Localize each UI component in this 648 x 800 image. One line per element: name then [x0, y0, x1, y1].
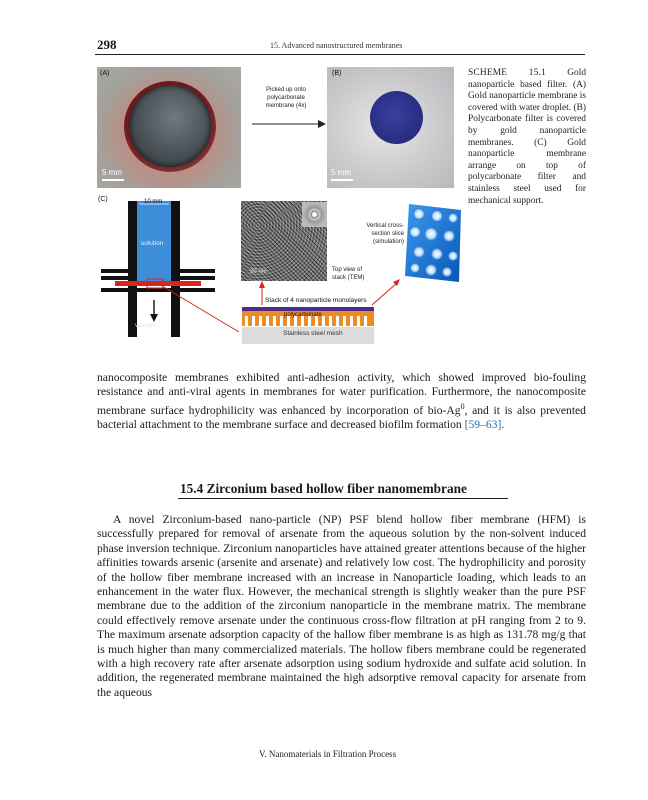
gold-coated-filter-disc: [370, 91, 423, 144]
paragraph-1: [97, 371, 586, 432]
arrow-caption: [254, 86, 318, 110]
para1-end: .: [501, 418, 505, 432]
para1-text-a: nanocomposite membranes exhibited anti-adhesion activity, which showed improved bio-fouling resistance and anti-viral agents in membranes for water purification. Furthermore, the nanocomposite membrane surface hydrophilicity was enhanced by incorporation of bio-Ag: [97, 371, 586, 417]
water-droplet-disc: [129, 85, 211, 167]
mesh-label: Stainless steel mesh: [283, 330, 343, 337]
header-rule: [95, 54, 585, 55]
tem-scale-label: 20 nm: [250, 269, 267, 275]
scale-bar-b: [331, 179, 353, 181]
running-head: 15. Advanced nanostructured membranes: [270, 41, 403, 50]
para1-superscript: 0: [460, 401, 465, 411]
transfer-arrow: [250, 118, 328, 130]
cross-section-caption: [338, 222, 404, 246]
scale-label-a: 5 mm: [102, 168, 122, 177]
arrow-caption-line-1: Picked up onto: [266, 87, 306, 93]
solution-label: solution: [141, 240, 164, 247]
para1-text-b: , and it is also prevented bacterial attachment to the membrane surface and decreased biofilm formation: [97, 403, 586, 432]
section-heading-rule: [178, 498, 508, 499]
polycarbonate-label: polycarbonate: [284, 312, 322, 318]
scale-bar-a: [102, 179, 124, 181]
cross-section-line-3: (simulation): [372, 239, 404, 245]
top-view-line-1: Top view of: [332, 267, 363, 273]
cross-section-line-1: Vertical cross-: [366, 223, 404, 229]
scheme-caption: [468, 68, 586, 207]
section-heading: 15.4 Zirconium based hollow fiber nanomembrane: [180, 481, 467, 496]
fft-inset: [302, 202, 327, 227]
cross-section-line-2: section slice: [371, 231, 404, 237]
stack-label: Stack of 4 nanoparticle monolayers: [265, 297, 367, 304]
citation-link[interactable]: [59–63]: [464, 418, 502, 432]
panel-a-label: (A): [100, 70, 110, 77]
scale-label-b: 5 mm: [331, 168, 351, 177]
page-footer: V. Nanomaterials in Filtration Process: [259, 749, 397, 759]
caption-text: Gold nanoparticle based filter. (A) Gold nanoparticle membrane is covered with water droplet. (B) Polycarbonate filter is covered by gold nanoparticle membranes. (C) Gold nanoparticle membrane arrange on top of polycarbonate filter and stainless steel used for mechanical support.: [468, 68, 586, 206]
panel-b-photo: [327, 67, 454, 188]
panel-c-label: (C): [98, 196, 108, 203]
panel-b-label: (B): [332, 70, 342, 77]
caption-lead: SCHEME 15.1: [468, 68, 546, 78]
arrow-caption-line-2: polycarbonate: [267, 95, 305, 101]
panel-a-photo: [97, 67, 241, 188]
simulation-cross-section: [401, 200, 465, 285]
arrow-caption-line-3: membrane (4x): [265, 103, 307, 109]
page-number: 298: [97, 37, 117, 52]
paragraph-2: A novel Zirconium-based nano-particle (NP) PSF blend hollow fiber membrane (HFM) is successfully prepared for removal of arsenate from the aqueous solution by the non-solvent induced phase inversion technique. Zirconium nanoparticles have attained greater attentions because of the higher affinities towards arsenic (arsenite and arsenate) and relatively low cost. The hydrophilicity and porosity of the hollow fiber membrane increased with an increase in Nanoparticle loading, which leads to an enhancement in the water flux. However, the mechanical strength is slightly weaker than the pure PSF membrane due to the addition of the zirconium nanoparticle in the membrane matrix. The membrane could effectively remove arsenate under the continuous cross-flow filtration at pH ranging from 2 to 9. The maximum arsenate adsorption capacity of the hallow fiber membrane is as high as 131.78 mg/g that is much higher than many commercialized materials. The hollow fibers membrane could be regenerated with a high recovery rate after arsenate adsorption using sodium hydroxide and sulfate acid solution. In addition, the regenerated membrane maintained the high adsorptive removal capacity for arsenate from the aqueous: [97, 513, 587, 699]
vacuum-label: vacuum: [135, 323, 157, 329]
dimension-label: 10 mm: [144, 199, 163, 205]
top-view-line-2: stack (TEM): [332, 275, 365, 281]
